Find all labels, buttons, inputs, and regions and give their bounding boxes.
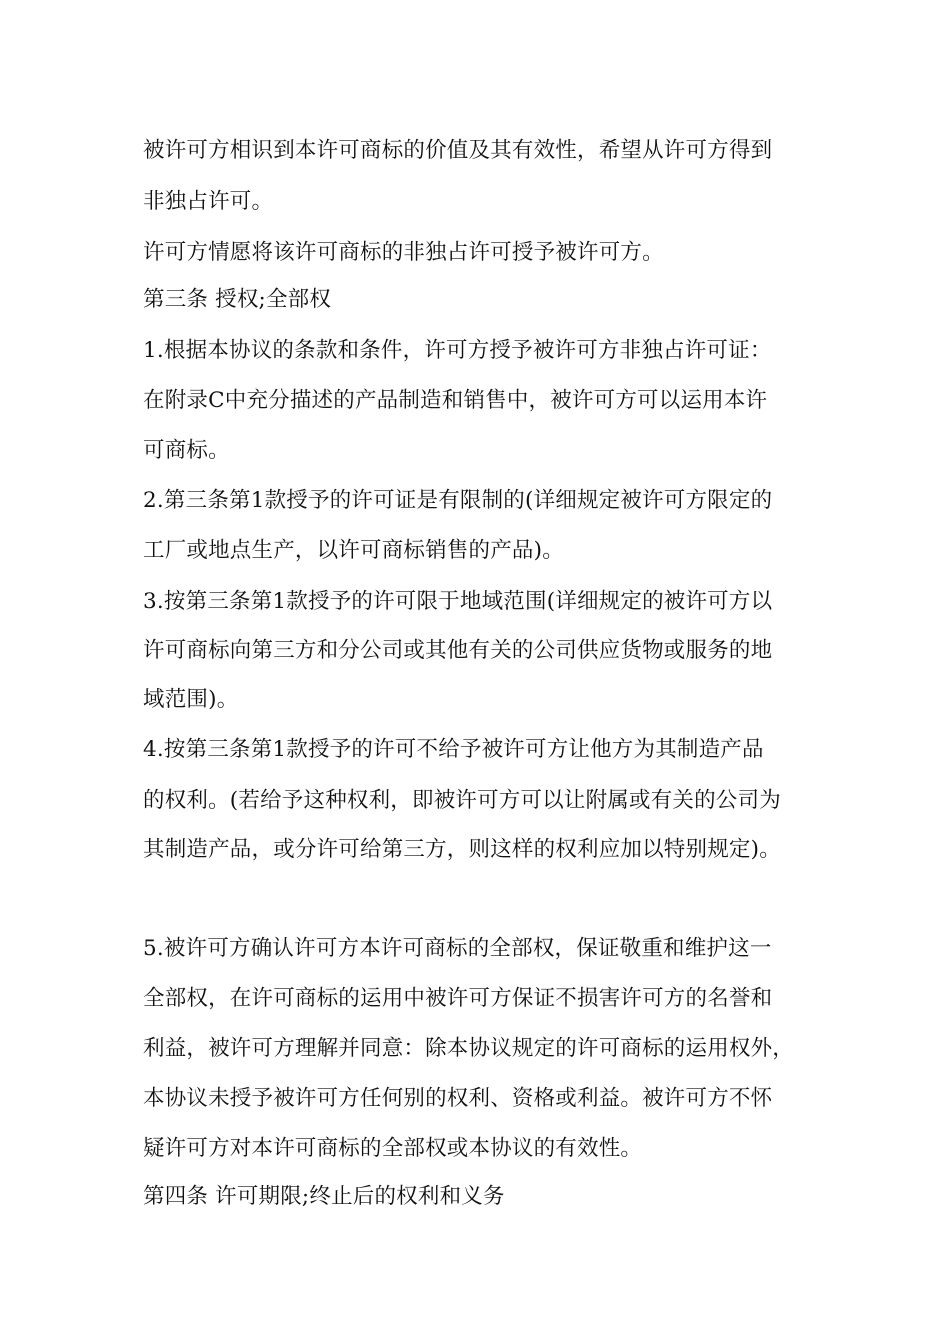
- text-line: 的权利。(若给予这种权利，即被许可方可以让附属或有关的公司为: [143, 788, 781, 813]
- text-line: 域范围)。: [143, 687, 239, 712]
- text-line: 利益，被许可方理解并同意：除本协议规定的许可商标的运用权外，: [143, 1036, 795, 1061]
- text-line: 全部权，在许可商标的运用中被许可方保证不损害许可方的名誉和: [143, 986, 773, 1011]
- text-line: 在附录C中充分描述的产品制造和销售中，被许可方可以运用本许: [143, 388, 768, 413]
- text-line: 5.被许可方确认许可方本许可商标的全部权，保证敬重和维护这一: [143, 936, 772, 961]
- text-line: 2.第三条第1款授予的许可证是有限制的(详细规定被许可方限定的: [143, 488, 773, 513]
- text-line: 被许可方相识到本许可商标的价值及其有效性，希望从许可方得到: [143, 138, 773, 163]
- text-line: 许可商标向第三方和分公司或其他有关的公司供应货物或服务的地: [143, 638, 773, 663]
- text-line: 1.根据本协议的条款和条件，许可方授予被许可方非独占许可证：: [143, 338, 772, 363]
- text-line: 非独占许可。: [143, 189, 274, 214]
- text-line: 其制造产品，或分许可给第三方，则这样的权利应加以特别规定)。: [143, 837, 781, 862]
- text-line: 疑许可方对本许可商标的全部权或本协议的有效性。: [143, 1136, 643, 1161]
- text-line: 工厂或地点生产，以许可商标销售的产品)。: [143, 538, 564, 563]
- text-line: 3.按第三条第1款授予的许可限于地域范围(详细规定的被许可方以: [143, 589, 773, 614]
- section-heading: 第四条 许可期限;终止后的权利和义务: [143, 1184, 505, 1209]
- section-heading: 第三条 授权;全部权: [143, 287, 332, 312]
- text-line: 4.按第三条第1款授予的许可不给予被许可方让他方为其制造产品: [143, 737, 764, 762]
- text-line: 本协议未授予被许可方任何别的权利、资格或利益。被许可方不怀: [143, 1086, 773, 1111]
- text-line: 可商标。: [143, 438, 230, 463]
- text-line: 许可方情愿将该许可商标的非独占许可授予被许可方。: [143, 240, 664, 265]
